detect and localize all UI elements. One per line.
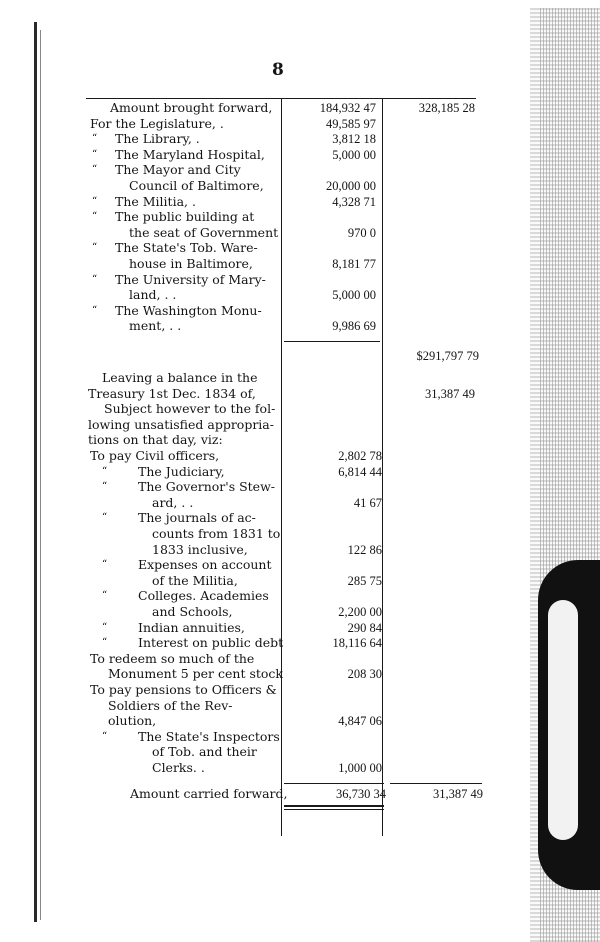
appropriation-label: To pay pensions to Officers & bbox=[90, 682, 277, 697]
row-total: 328,185 28 bbox=[418, 101, 475, 115]
row-amount: 20,000 00 bbox=[326, 179, 376, 193]
subject-text: lowing unsatisfied appropria- bbox=[88, 416, 274, 432]
appropriation-amount: 41 67 bbox=[353, 495, 382, 510]
appropriation-label: of Tob. and their bbox=[152, 744, 257, 760]
row-amount: 5,000 00 bbox=[332, 147, 376, 162]
appropriation-label: Monument 5 per cent stock bbox=[108, 666, 283, 682]
appropriation-amount: 208 30 bbox=[347, 667, 382, 682]
row-label: The Mayor and City bbox=[115, 162, 241, 178]
row-label: The State's Tob. Ware- bbox=[115, 240, 258, 256]
appropriation-label: of the Militia, bbox=[152, 572, 238, 588]
page-binding-edge-inner bbox=[40, 30, 41, 920]
ditto-mark: “ bbox=[92, 164, 98, 176]
row-label: The Library, . bbox=[115, 131, 200, 147]
appropriation-label: olution, bbox=[108, 713, 157, 729]
appropriation-label: Indian annuities, bbox=[138, 619, 245, 635]
subtotal-rule bbox=[284, 341, 380, 342]
balance-total: 31,387 49 bbox=[425, 386, 475, 401]
appropriation-label: counts from 1831 to bbox=[152, 526, 281, 541]
ditto-mark: “ bbox=[92, 273, 98, 285]
row-label: house in Baltimore, bbox=[129, 256, 253, 271]
appropriation-label: The Judiciary, bbox=[138, 463, 225, 479]
carried-rule-top bbox=[284, 783, 384, 784]
row-label: the seat of Government bbox=[129, 224, 279, 240]
row-label: Council of Baltimore, bbox=[129, 178, 264, 193]
appropriation-label: The State's Inspectors bbox=[138, 728, 280, 744]
row-label: land, . . bbox=[129, 287, 177, 303]
ditto-mark: “ bbox=[92, 242, 98, 254]
carried-forward-total: 31,387 49 bbox=[433, 786, 483, 801]
appropriation-amount: 2,200 00 bbox=[338, 605, 382, 619]
appropriation-label: Soldiers of the Rev- bbox=[108, 697, 233, 713]
ditto-mark: “ bbox=[92, 195, 98, 207]
row-amount: 49,585 97 bbox=[326, 116, 376, 131]
column-rule-amount bbox=[382, 98, 383, 836]
ditto-mark: “ bbox=[92, 304, 98, 316]
binder-clip bbox=[538, 560, 600, 890]
ditto-mark: “ bbox=[102, 512, 108, 524]
subject-text: tions on that day, viz: bbox=[88, 432, 223, 448]
balance-label: Treasury 1st Dec. 1834 of, bbox=[88, 385, 256, 401]
appropriation-label: To redeem so much of the bbox=[90, 650, 255, 666]
row-label: The Maryland Hospital, bbox=[115, 146, 265, 162]
ditto-mark: “ bbox=[102, 465, 108, 477]
appropriation-amount: 18,116 64 bbox=[332, 636, 382, 651]
ditto-mark: “ bbox=[92, 148, 98, 160]
row-amount: 970 0 bbox=[347, 225, 376, 240]
carried-rule-bottom bbox=[284, 805, 384, 807]
page-binding-edge bbox=[34, 22, 37, 922]
appropriation-label: Clerks. . bbox=[152, 760, 205, 775]
appropriation-amount: 4,847 06 bbox=[338, 714, 382, 729]
row-amount: 3,812 18 bbox=[332, 132, 376, 147]
appropriation-amount: 122 86 bbox=[347, 542, 382, 557]
carried-rule-top-2 bbox=[390, 783, 482, 784]
ditto-mark: “ bbox=[102, 481, 108, 493]
appropriation-label: The journals of ac- bbox=[138, 510, 256, 526]
ditto-mark: “ bbox=[102, 621, 108, 633]
subtotal-amount: $291,797 79 bbox=[416, 349, 479, 363]
subject-text: Subject however to the fol- bbox=[104, 401, 276, 417]
appropriation-amount: 290 84 bbox=[347, 620, 382, 635]
page-number: 8 bbox=[272, 60, 284, 80]
appropriation-label: Interest on public debt bbox=[138, 635, 284, 651]
ditto-mark: “ bbox=[102, 637, 108, 649]
row-label: The Washington Monu- bbox=[115, 302, 262, 318]
row-amount: 9,986 69 bbox=[332, 319, 376, 334]
appropriation-label: ard, . . bbox=[152, 494, 194, 510]
row-amount: 8,181 77 bbox=[332, 257, 376, 271]
appropriation-label: Colleges. Academies bbox=[138, 588, 269, 604]
row-amount: 4,328 71 bbox=[332, 194, 376, 209]
appropriation-amount: 6,814 44 bbox=[338, 464, 382, 479]
appropriation-label: Expenses on account bbox=[138, 557, 272, 573]
ditto-mark: “ bbox=[92, 211, 98, 223]
appropriation-label: 1833 inclusive, bbox=[152, 541, 248, 557]
carried-rule-bottom-2 bbox=[284, 809, 384, 810]
row-label: Amount brought forward, bbox=[110, 100, 273, 115]
ditto-mark: “ bbox=[102, 730, 108, 742]
row-label: ment, . . bbox=[129, 318, 182, 334]
ditto-mark: “ bbox=[92, 133, 98, 145]
ditto-mark: “ bbox=[102, 590, 108, 602]
appropriation-label: and Schools, bbox=[152, 604, 233, 619]
row-label: For the Legislature, . bbox=[90, 115, 224, 131]
appropriation-label: To pay Civil officers, bbox=[90, 448, 220, 463]
row-label: The public building at bbox=[115, 209, 255, 225]
appropriation-label: The Governor's Stew- bbox=[138, 479, 275, 495]
appropriation-amount: 285 75 bbox=[347, 573, 382, 588]
appropriation-amount: 2,802 78 bbox=[338, 449, 382, 463]
appropriation-amount: 1,000 00 bbox=[338, 761, 382, 775]
balance-label: Leaving a balance in the bbox=[102, 370, 258, 385]
row-label: The University of Mary- bbox=[115, 271, 266, 287]
row-amount: 184,932 47 bbox=[319, 101, 376, 115]
row-amount: 5,000 00 bbox=[332, 288, 376, 303]
carried-forward-amount: 36,730 34 bbox=[336, 786, 386, 801]
carried-forward-label: Amount carried forward, bbox=[130, 785, 288, 801]
row-label: The Militia, . bbox=[115, 193, 196, 209]
ditto-mark: “ bbox=[102, 559, 108, 571]
